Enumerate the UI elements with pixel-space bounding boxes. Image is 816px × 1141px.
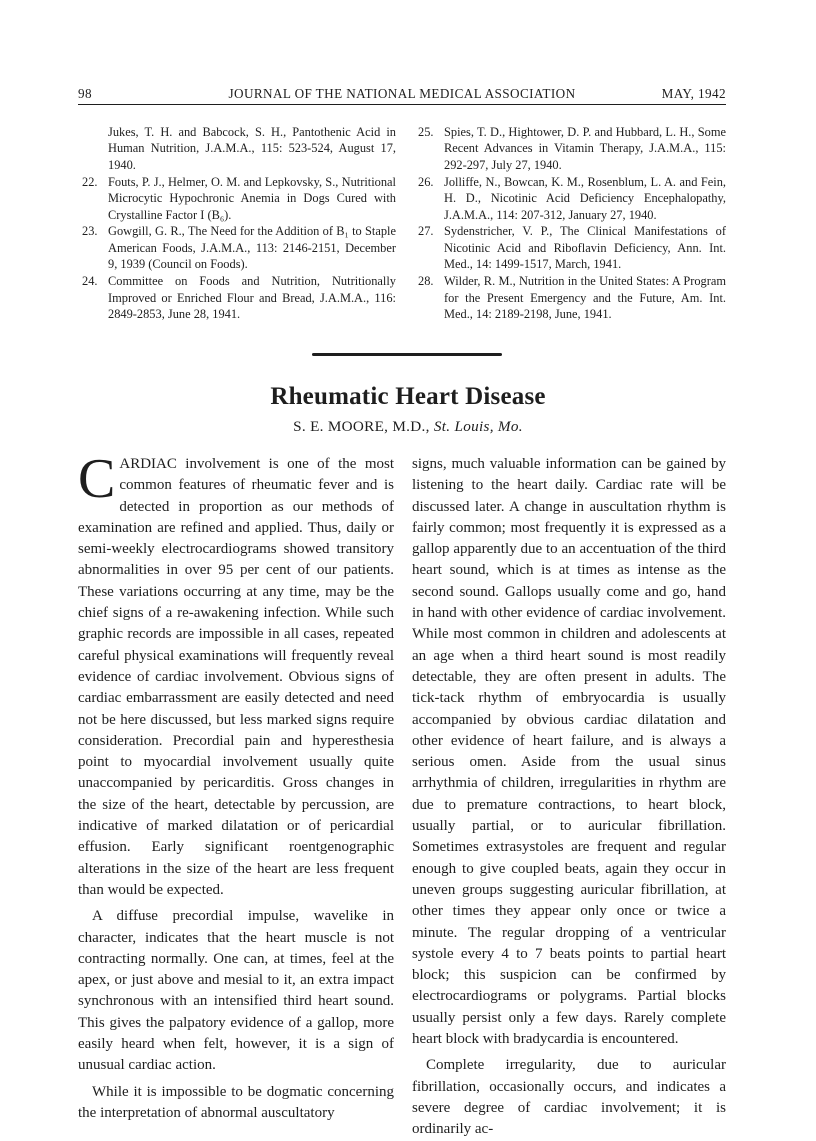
- body-left-column: [78, 448, 394, 1124]
- body-paragraph: signs, much valuable information can be gained by listening to the heart daily. Cardiac rate will be discussed later. A change in auscultation rhythm is fairly common; most frequently it is expressed as a gallop apparently due to an accentuation of the third heart sound, which is at times as intense as the second sound. Gallops usually come and go, hand in hand with other evidence of cardiac involvement. While most common in children and adolescents at an age when a third heart sound is most readily detectable, they are often present in adults. The tick-tack rhythm of embryocardia is usually accompanied by obvious cardiac dilatation and other evidence of heart failure, and is always a serious omen. Aside from the usual sinus arrhythmia of children, irregularities in rhythm are due to premature contractions, to heart block, usually partial, or to auricular fibrillation. Sometimes extrasystoles are frequent and regular enough to give coupled beats, again they occur in uneven groups suggesting auricular fibrillation, at other times they appear only once or twice a minute. The regular dropping of a ventricular systole every 4 to 7 beats points to partial heart block; this suspicion can be confirmed by electrocardiograms or polygrams. Partial blocks usually persist only a few days. Rarely complete heart block with bradycardia is encountered.: [412, 456, 726, 1048]
- paragraph-text: ARDIAC involvement is one of the most common features of rheumatic fever and is detected in proportion as our methods of examination are refined and applied. Thus, daily or semi-weekly electrocardiograms showed transitory abnormalities in over 95 per cent of our patients. These variations occurring at any time, may be the chief signs of a re-awakening infection. While such graphic records are impossible in all cases, repeated careful physical examinations will frequently reveal evidence of cardiac involvement. Obvious signs of cardiac embarrassment are easily detected and need not be here discussed, but less marked signs require consideration. Precordial pain and hyperesthesia point to myocardial involvement usually quite unaccompanied by pericarditis. Gross changes in the size of the heart, detectable by percussion, are indicative of marked dilatation or of pericardial effusion. Early significant roentgenographic alterations in the size of the heart are less frequent than would be expected.: [78, 456, 394, 898]
- body-paragraph: A diffuse precordial impulse, wavelike in character, indicates that the heart muscle is not contracting normally. One can, at times, feel at the apex, or just above and mesial to it, an extra impact synchronous with an intensified third heart sound. This gives the palpatory evidence of a gallop, more easily heard when felt, however, it is a sign of unusual cardiac action.: [78, 908, 394, 1074]
- references-right-column: [414, 124, 726, 323]
- author-location: St. Louis, Mo.: [433, 418, 523, 435]
- reference-number: 22.: [82, 174, 98, 189]
- reference-text: Jukes, T. H. and Babcock, S. H., Pantothenic Acid in Human Nutrition, J.A.M.A., 115: 523-524, August 17, 1940.: [108, 125, 396, 172]
- reference-number: 26.: [418, 174, 434, 189]
- author-name: S. E. MOORE, M.D.,: [293, 418, 430, 435]
- header-rule: [78, 104, 726, 105]
- references-left-column: [78, 124, 396, 323]
- body-paragraph: While it is impossible to be dogmatic concerning the interpretation of abnormal auscultatory: [78, 1083, 394, 1121]
- reference-entry: [414, 174, 726, 223]
- reference-entry: [414, 273, 726, 322]
- issue-date: MAY, 1942: [661, 86, 726, 101]
- reference-text: Jolliffe, N., Bowcan, K. M., Rosenblum, L. A. and Fein, H. D., Nicotinic Acid Deficiency Encephalopathy, J.A.M.A., 114: 207-312, January 27, 1940.: [444, 174, 726, 222]
- reference-text: Fouts, P. J., Helmer, O. M. and Lepkovsky, S., Nutritional Microcytic Hypochronic Anemia in Dogs Cured with Crystalline Factor I (B₆).: [108, 174, 396, 222]
- reference-number: 28.: [418, 274, 434, 289]
- reference-text: Gowgill, G. R., The Need for the Addition of B₁ to Staple American Foods, J.A.M.A., 113: 2146-2151, December 9, 1939 (Council on Foods).: [108, 224, 396, 272]
- reference-number: 24.: [82, 274, 98, 289]
- reference-text: Committee on Foods and Nutrition, Nutritionally Improved or Enriched Flour and Bread, J.A.M.A., 116: 2849-2853, June 28, 1941.: [108, 274, 396, 321]
- reference-entry: [414, 223, 726, 272]
- running-header: [78, 86, 726, 106]
- page-number: 98: [78, 86, 92, 101]
- reference-number: 25.: [418, 125, 434, 139]
- reference-number: 23.: [82, 224, 98, 239]
- reference-number: 27.: [418, 224, 434, 239]
- reference-text: Wilder, R. M., Nutrition in the United States: A Program for the Present Emergency and the Future, Am. Int. Med., 14: 2189-2198, June, 1941.: [444, 274, 726, 321]
- body-paragraph: Complete irregularity, due to auricular fibrillation, occasionally occurs, and indicates a severe degree of cardiac involvement; it is ordinarily ac-: [412, 1057, 726, 1138]
- drop-cap: C: [78, 448, 116, 510]
- article-title: Rheumatic Heart Disease: [270, 383, 546, 410]
- reference-text: Spies, T. D., Hightower, D. P. and Hubbard, L. H., Some Recent Advances in Vitamin Therapy, J.A.M.A., 115: 292-297, July 27, 1940.: [444, 125, 726, 172]
- article-byline: [0, 418, 816, 436]
- body-right-column: [412, 454, 726, 1141]
- reference-entry: [78, 124, 396, 173]
- reference-entry: [414, 124, 726, 173]
- reference-text: Sydenstricher, V. P., The Clinical Manifestations of Nicotinic Acid and Riboflavin Deficiency, Ann. Int. Med., 14: 1499-1517, March, 1941.: [444, 224, 726, 272]
- journal-title: JOURNAL OF THE NATIONAL MEDICAL ASSOCIATION: [228, 86, 576, 101]
- section-divider: [312, 353, 502, 356]
- reference-entry: [78, 223, 396, 272]
- reference-entry: [78, 273, 396, 322]
- body-paragraph: [78, 448, 394, 901]
- reference-entry: [78, 174, 396, 223]
